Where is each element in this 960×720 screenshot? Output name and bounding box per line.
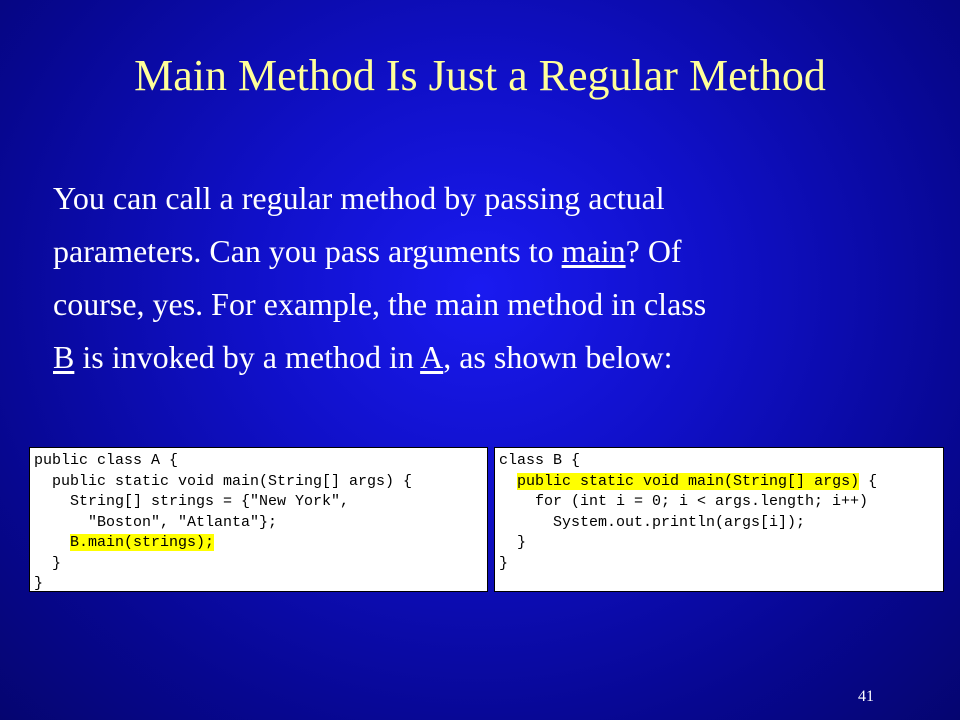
class-b-keyword: B [53,339,75,375]
code-b-line-1: class B { [499,452,581,469]
body-line-1: You can call a regular method by passing actual [53,180,665,216]
page-number: 41 [858,688,874,705]
class-a-keyword: A [420,339,444,375]
body-line-4 [53,331,933,384]
code-a-line-7: } [34,575,44,592]
main-keyword: main [561,233,626,269]
body-line-3: course, yes. For example, the main method in class [53,286,707,322]
code-b-line-4: System.out.println(args[i]); [499,513,806,531]
highlighted-call: B.main(strings); [70,534,215,551]
highlighted-signature: public static void main(String[] args) [517,472,860,490]
code-a-line-6: } [34,554,62,572]
body-line-4-text: is invoked by a method in [74,339,421,375]
slide-body-text [53,172,933,384]
code-b-line-2-end: { [859,472,878,490]
body-line-2 [53,225,933,278]
code-box-class-a [29,447,488,592]
code-a-line-1: public class A { [34,452,179,469]
code-a-line-5-indent [34,534,70,551]
code-a-line-4: "Boston", "Atlanta"}; [34,513,278,531]
body-line-2-text: parameters. Can you pass arguments to [53,233,562,269]
code-b-line-2-indent [499,473,517,490]
code-b-line-5: } [499,534,527,551]
code-b-line-2 [499,472,943,493]
body-line-2-end: ? Of [625,233,682,269]
slide-title: Main Method Is Just a Regular Method [134,51,826,100]
code-b-line-6: } [499,554,509,572]
code-box-class-b [494,447,944,592]
code-b-line-3: for (int i = 0; i < args.length; i++) [499,493,869,510]
code-a-line-5 [34,533,487,554]
code-a-line-2: public static void main(String[] args) { [34,472,413,490]
code-a-line-3: String[] strings = {"New York", [34,493,350,510]
body-line-4-end: , as shown below: [443,339,673,375]
